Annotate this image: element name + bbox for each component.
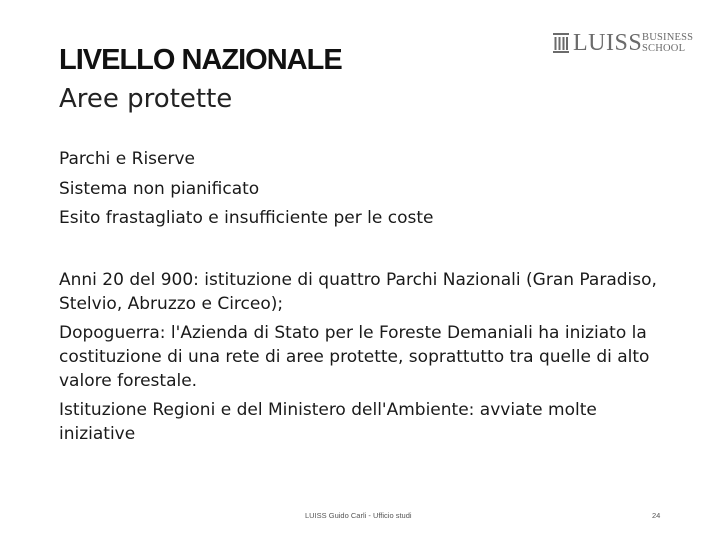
columns-icon: [553, 33, 569, 53]
point-item: Sistema non pianificato: [59, 178, 260, 199]
points-list: [59, 147, 669, 236]
slide-subtitle: Aree protette: [59, 84, 233, 114]
slide-title: LIVELLO NAZIONALE: [59, 44, 342, 76]
paragraph: Istituzione Regioni e del Ministero dell'Ambiente: avviate molte iniziative: [59, 400, 597, 444]
page-number: 24: [652, 511, 661, 520]
history-paragraphs: [59, 268, 669, 451]
paragraph: Dopoguerra: l'Azienda di Stato per le Foreste Demaniali ha iniziato la costituzione di una rete di aree protette, soprattutto tra quelle di alto valore forestale.: [59, 323, 650, 391]
logo-wordmark: LUISS: [573, 30, 643, 56]
point-item: Esito frastagliato e insufficiente per le coste: [59, 208, 434, 228]
logo-line-school: SCHOOL: [642, 43, 686, 54]
luiss-logo: [553, 30, 693, 56]
paragraph: Anni 20 del 900: istituzione di quattro Parchi Nazionali (Gran Paradiso, Stelvio, Abruzzo e Circeo);: [59, 270, 657, 314]
footer-text: LUISS Guido Carli - Ufficio studi: [305, 511, 412, 520]
footer: [0, 509, 720, 523]
point-item: Parchi e Riserve: [59, 149, 195, 169]
logo-line-business: BUSINESS: [642, 32, 694, 43]
logo-subtitle: [642, 32, 693, 54]
